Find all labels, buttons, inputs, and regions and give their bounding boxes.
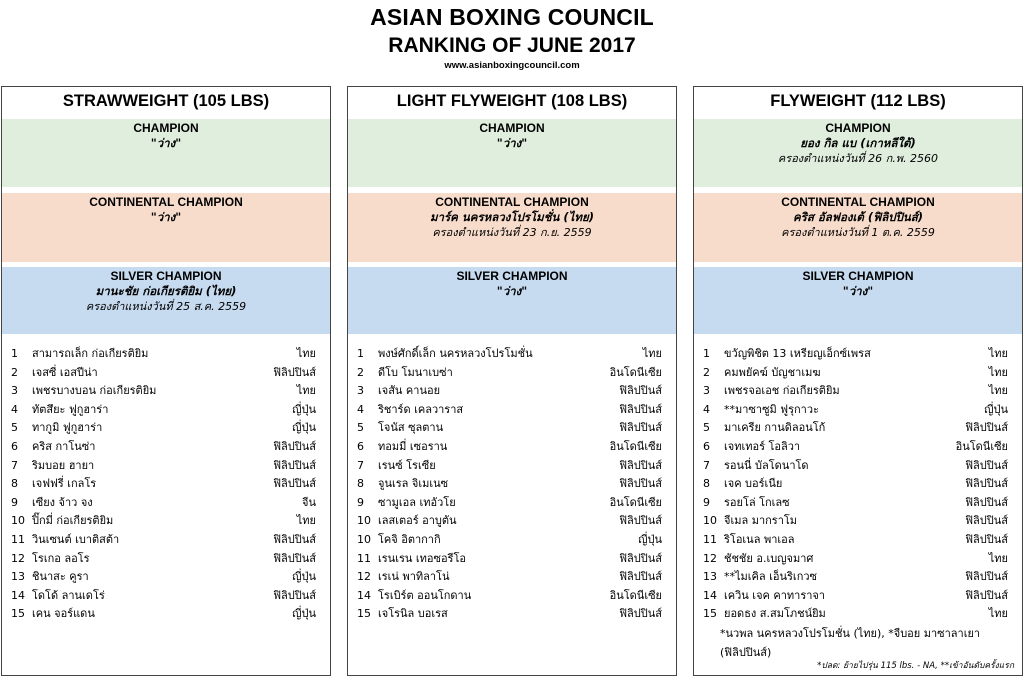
continental-champion-section [348,193,676,262]
rank-number: 10 [357,514,371,528]
boxer-name: ขวัญพิชิต 13 เหรียญเอ็กซ์เพรส [724,347,871,360]
boxer-name: เคน จอร์แดน [32,607,95,621]
boxer-country: ไทย [642,347,662,360]
boxer-name: ริชาร์ด เคลวาราส [378,402,464,416]
rank-number: 5 [357,421,364,435]
ranking-row [694,364,1022,383]
rank-number: 1 [11,347,18,360]
ranking-row [348,401,676,420]
boxer-country: ฟิลิปปินส์ [273,551,316,565]
rank-number: 15 [11,607,25,621]
boxer-name: เพชรจอเอช ก่อเกียรติยิม [724,384,840,398]
ranking-row [694,475,1022,494]
silver-champion-label: SILVER CHAMPION [110,269,222,283]
ranking-row [348,438,676,457]
ranking-row [2,568,330,587]
continental-champion-label: CONTINENTAL CHAMPION [435,195,589,209]
rank-number: 5 [11,421,18,435]
ranking-row [2,457,330,476]
boxer-name: เจสซี่ เอสปีน่า [32,365,98,379]
boxer-name: ริโอเนล พาเอล [724,532,795,546]
boxer-country: ฟิลิปปินส์ [619,570,662,584]
boxer-name: ทัตสึยะ ฟูกูฮาร่า [32,402,109,416]
ranking-row [694,531,1022,550]
continental-champion-since: ครองตำแหน่งวันที่ 23 ก.ย. 2559 [432,226,592,239]
ranking-row [694,587,1022,606]
ranking-row [2,605,330,624]
boxer-name: ทอมมี่ เซอราน [378,439,448,453]
division-title: STRAWWEIGHT (105 LBS) [62,92,270,110]
rank-number: 4 [11,402,18,416]
rank-number: 12 [11,551,25,565]
boxer-name: เจฟฟรี่ เกลโร [32,477,97,491]
rank-number: 14 [357,588,371,602]
boxer-country: ฟิลิปปินส์ [619,514,662,528]
boxer-country: ฟิลิปปินส์ [619,384,662,398]
ranking-row [2,494,330,513]
continental-champion-section [2,193,330,262]
champion-section [348,119,676,187]
boxer-country: ฟิลิปปินส์ [273,458,316,472]
rank-number: 2 [357,365,364,379]
boxer-country: อินโดนีเซีย [609,365,662,379]
boxer-country: ฟิลิปปินส์ [965,421,1008,435]
boxer-name: เพชรบางบอน ก่อเกียรติยิม [32,384,157,398]
boxer-country: ฟิลิปปินส์ [273,439,316,453]
continental-champion-section [694,193,1022,262]
rank-number: 10 [11,514,25,528]
rank-number: 7 [703,458,710,472]
silver-champion-name: "ว่าง" [842,284,874,298]
boxer-country: ฟิลิปปินส์ [273,365,316,379]
ranking-row [694,494,1022,513]
boxer-country: ไทย [296,347,316,360]
page-title: ASIAN BOXING COUNCIL [370,4,654,30]
rank-number: 12 [357,570,371,584]
silver-champion-since: ครองตำแหน่งวันที่ 25 ส.ค. 2559 [85,300,247,313]
champion-label: CHAMPION [825,121,891,135]
rank-number: 8 [703,477,710,491]
champion-section [694,119,1022,187]
boxer-country: ฟิลิปปินส์ [619,551,662,565]
silver-champion-section [348,267,676,334]
boxer-name: เจโรนิล บอเรส [378,607,448,621]
boxer-country: ไทย [988,607,1008,621]
ranking-row [2,550,330,569]
ranking-row [348,457,676,476]
boxer-country: ฟิลิปปินส์ [965,477,1008,491]
rank-number: 3 [703,384,710,398]
boxer-country: ฟิลิปปินส์ [965,588,1008,602]
ranking-row [348,382,676,401]
continental-champion-label: CONTINENTAL CHAMPION [781,195,935,209]
continental-champion-name: คริส อัลฟองเต้ (ฟิลิปปินส์) [792,210,924,224]
silver-champion-name: "ว่าง" [496,284,528,298]
rank-number: 11 [357,551,371,565]
boxer-name: สามารถเล็ก ก่อเกียรติยิม [32,347,149,360]
rank-number: 5 [703,421,710,435]
ranking-row [348,587,676,606]
boxer-name: วินเซนต์ เบาติสต้า [32,532,120,546]
boxer-country: ไทย [988,551,1008,565]
boxer-country: ฟิลิปปินส์ [965,532,1008,546]
boxer-country: ญี่ปุ่น [292,607,316,621]
ranking-row [348,364,676,383]
boxer-name: **มาซาซูมิ ฟูรุกาวะ [724,402,819,416]
ranking-row [2,382,330,401]
ranking-row [2,345,330,364]
ranking-row [2,401,330,420]
removed-boxers-note: *นวพล นครหลวงโปรโมชั่น (ไทย), *จีบอย มาซาลาเยา (ฟิลิปปินส์) [720,627,981,659]
boxer-country: ฟิลิปปินส์ [965,514,1008,528]
ranking-row [2,364,330,383]
rank-number: 4 [703,402,710,416]
silver-champion-name: มานะชัย ก่อเกียรติยิม (ไทย) [95,284,237,298]
ranking-row [694,605,1022,624]
boxer-name: **ไมเคิล เอ็นริเกวซ [724,570,817,584]
ranking-row [2,438,330,457]
boxer-name: ซามูเอล เทอัวโย [378,495,456,509]
boxer-name: มาเครีย กานดิลอนโก้ [724,421,826,435]
ranking-row [694,382,1022,401]
boxer-country: ญี่ปุ่น [638,532,662,546]
boxer-country: ฟิลิปปินส์ [619,477,662,491]
boxer-name: เรเน่ พาทิลาโน่ [378,570,450,584]
rank-number: 7 [11,458,18,472]
boxer-country: ไทย [988,365,1008,379]
champion-name: "ว่าง" [496,136,528,150]
ranking-list [2,345,330,624]
ranking-row [694,568,1022,587]
ranking-row [2,475,330,494]
rank-number: 6 [357,439,364,453]
division-title: FLYWEIGHT (112 LBS) [770,92,946,110]
boxer-name: เควิน เจค คาทาราจา [724,588,826,602]
flyweight-panel [693,86,1023,676]
boxer-country: ฟิลิปปินส์ [619,458,662,472]
continental-champion-name: "ว่าง" [150,210,182,224]
ranking-row [2,419,330,438]
boxer-country: ไทย [988,347,1008,360]
ranking-list [694,345,1022,624]
boxer-country: ฟิลิปปินส์ [273,532,316,546]
champion-label: CHAMPION [133,121,199,135]
rank-number: 9 [703,495,710,509]
ranking-row [348,419,676,438]
ranking-row [348,550,676,569]
continental-champion-name: มาร์ค นครหลวงโปรโมชั่น (ไทย) [429,210,595,224]
champion-name: "ว่าง" [150,136,182,150]
rank-number: 10 [703,514,717,528]
boxer-name: โจนัส ซุลตาน [378,421,444,435]
boxer-country: อินโดนีเซีย [955,439,1008,453]
continental-champion-since: ครองตำแหน่งวันที่ 1 ต.ค. 2559 [781,226,935,239]
boxer-name: เลสเตอร์ อาบูตัน [378,514,457,528]
champion-since: ครองตำแหน่งวันที่ 26 ก.พ. 2560 [777,152,939,165]
rank-number: 6 [11,439,18,453]
strawweight-panel [1,86,331,676]
boxer-country: ญี่ปุ่น [292,421,316,435]
boxer-name: ปิ๊กมี่ ก่อเกียรติยิม [32,514,114,528]
boxer-name: รอยโล่ โกเลซ [724,495,790,509]
light-flyweight-panel [347,86,677,676]
boxer-name: เซียง จ้าว จง [32,495,93,509]
boxer-country: ฟิลิปปินส์ [619,607,662,621]
boxer-name: เรนเรน เทอซอรีโอ [378,551,466,565]
boxer-country: ญี่ปุ่น [984,402,1008,416]
rank-number: 3 [357,384,364,398]
ranking-row [348,512,676,531]
champion-name: ยอง กิล แบ (เกาหลีใต้) [800,136,916,150]
boxer-country: ไทย [988,384,1008,398]
page-subtitle: RANKING OF JUNE 2017 [388,34,636,57]
rank-number: 2 [11,365,18,379]
ranking-row [348,531,676,550]
ranking-row [694,401,1022,420]
boxer-name: โดโด้ ลานเดโร่ [32,588,105,602]
silver-champion-label: SILVER CHAMPION [456,269,568,283]
boxer-name: ทากูมิ ฟูกูฮาร่า [32,421,103,435]
boxer-country: ไทย [296,514,316,528]
boxer-country: จีน [302,495,316,509]
rank-number: 8 [357,477,364,491]
boxer-country: ฟิลิปปินส์ [965,495,1008,509]
rank-number: 13 [703,570,717,584]
champion-section [2,119,330,187]
ranking-row [348,345,676,364]
boxer-name: ชัชชัย อ.เบญจมาศ [724,551,814,565]
rank-number: 7 [357,458,364,472]
rank-number: 11 [703,532,717,546]
boxer-name: ริมบอย ฮายา [32,458,95,472]
boxer-name: เรนซ์ โรเซีย [378,458,436,472]
boxer-country: ญี่ปุ่น [292,402,316,416]
ranking-row [694,512,1022,531]
boxer-name: คมพยัคฆ์ บัญชาเมฆ [724,365,821,379]
ranking-row [348,605,676,624]
boxer-name: เจสัน คานอย [378,384,441,398]
division-title: LIGHT FLYWEIGHT (108 LBS) [396,92,628,110]
ranking-row [694,457,1022,476]
boxer-country: ฟิลิปปินส์ [619,421,662,435]
silver-champion-label: SILVER CHAMPION [802,269,914,283]
boxer-name: โรเกอ ลอโร [32,551,90,565]
boxer-name: เจทเทอร์ โอลิวา [724,439,801,453]
website-link[interactable]: www.asianboxingcouncil.com [444,60,580,71]
boxer-country: อินโดนีเซีย [609,439,662,453]
ranking-row [2,531,330,550]
boxer-name: จีเมล มากราโม [724,514,798,528]
rank-number: 15 [703,607,717,621]
ranking-row [694,550,1022,569]
boxer-name: จูนเรล จิเมเนซ [378,477,449,491]
rank-number: 1 [703,347,710,360]
boxer-name: รอนนี่ บัลโดนาโด [724,458,809,472]
legend-footnote: *ปลด: ย้ายไปรุ่น 115 lbs. - NA, **เข้าอันดับครั้งแรก [817,661,1014,671]
ranking-row [694,419,1022,438]
boxer-name: โคจิ อิตากากิ [378,532,441,546]
rank-number: 3 [11,384,18,398]
rank-number: 14 [11,588,25,602]
rank-number: 10 [357,532,371,546]
boxer-country: อินโดนีเซีย [609,588,662,602]
rank-number: 1 [357,347,364,360]
rank-number: 9 [357,495,364,509]
boxer-country: ฟิลิปปินส์ [965,570,1008,584]
ranking-row [694,345,1022,364]
silver-champion-section [694,267,1022,334]
boxer-country: ฟิลิปปินส์ [273,477,316,491]
rank-number: 13 [11,570,25,584]
ranking-row [348,494,676,513]
ranking-list [348,345,676,624]
silver-champion-section [2,267,330,334]
boxer-country: ฟิลิปปินส์ [965,458,1008,472]
champion-label: CHAMPION [479,121,545,135]
boxer-name: เจค บอร์เนีย [724,477,783,491]
boxer-name: ดีโบ โมนาเบซ่า [378,365,453,379]
ranking-row [348,475,676,494]
continental-champion-label: CONTINENTAL CHAMPION [89,195,243,209]
rank-number: 9 [11,495,18,509]
rank-number: 2 [703,365,710,379]
rank-number: 14 [703,588,717,602]
ranking-row [348,568,676,587]
ranking-row [694,438,1022,457]
rank-number: 11 [11,532,25,546]
rank-number: 8 [11,477,18,491]
boxer-name: โรเบิร์ต ออนโกดาน [378,588,472,602]
ranking-row [2,587,330,606]
ranking-row [2,512,330,531]
boxer-country: อินโดนีเซีย [609,495,662,509]
boxer-name: ยอดธง ส.สมโภชน์ยิม [724,607,826,621]
boxer-country: ญี่ปุ่น [292,570,316,584]
boxer-name: พงษ์ศักดิ์เล็ก นครหลวงโปรโมชั่น [378,347,533,360]
boxer-country: ฟิลิปปินส์ [619,402,662,416]
rank-number: 12 [703,551,717,565]
rank-number: 15 [357,607,371,621]
boxer-name: คริส กาโนซ่า [32,439,96,453]
boxer-country: ฟิลิปปินส์ [273,588,316,602]
rank-number: 6 [703,439,710,453]
rank-number: 4 [357,402,364,416]
boxer-country: ไทย [296,384,316,398]
boxer-name: ชินาสะ คูรา [32,570,89,584]
